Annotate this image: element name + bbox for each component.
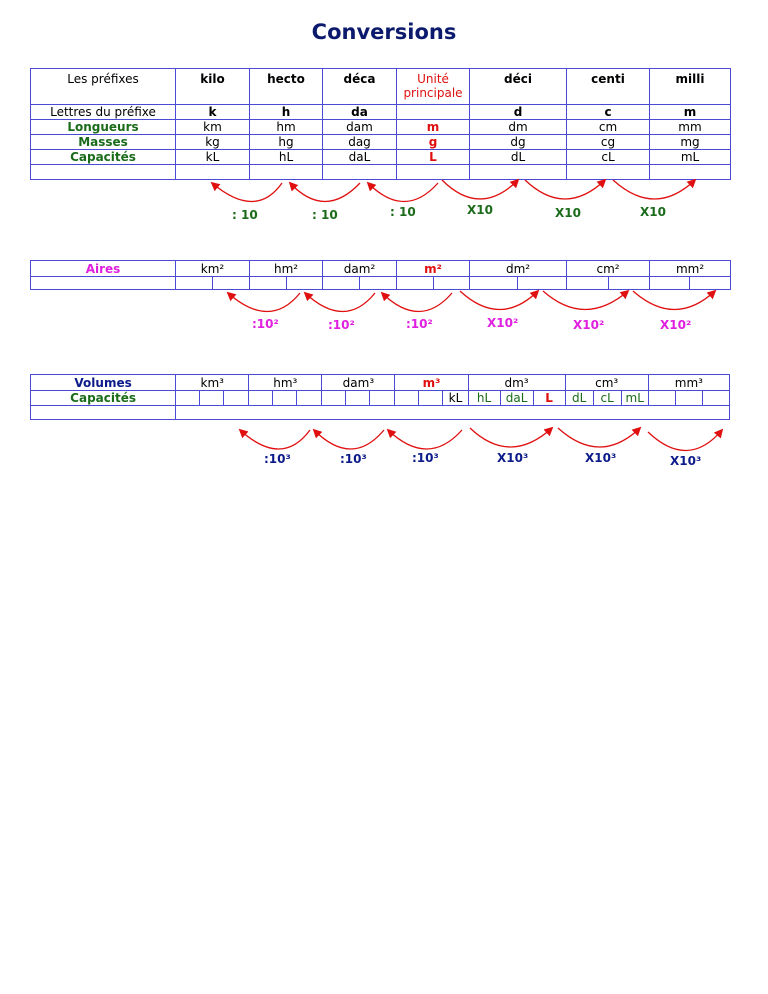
letter-d: d [470, 105, 567, 120]
row-label-longueurs: Longueurs [31, 120, 176, 135]
empty-cell [213, 277, 250, 290]
divide-label: : 10 [390, 205, 416, 219]
empty-cell [675, 391, 702, 406]
arrow-multiply [470, 428, 552, 447]
header-milli: milli [650, 69, 731, 105]
divide-label: :10² [328, 318, 355, 332]
empty-cell [31, 165, 176, 180]
empty-cell [31, 277, 176, 290]
empty-cell [273, 391, 297, 406]
volume-unit: mm³ [648, 375, 729, 391]
multiply-label: X10³ [497, 451, 529, 465]
arrow-multiply [442, 180, 518, 199]
cell: km [176, 120, 250, 135]
empty-cell [648, 391, 675, 406]
empty-cell [395, 391, 419, 406]
arrow-multiply [543, 291, 628, 310]
cell: cg [567, 135, 650, 150]
empty-row [31, 165, 731, 180]
header-unite-principale: Unité principale [397, 69, 470, 105]
arrow-multiply [525, 180, 605, 199]
empty-cell [419, 391, 443, 406]
cell: cL [567, 150, 650, 165]
cell: hg [250, 135, 323, 150]
empty-cell [702, 391, 729, 406]
empty-cell [470, 165, 567, 180]
aires-unit: mm² [650, 261, 731, 277]
multiply-label: X10² [573, 318, 605, 332]
volumes-row [31, 375, 730, 391]
multiply-label: X10² [487, 316, 519, 330]
empty-cell [287, 277, 323, 290]
arrow-multiply [460, 291, 538, 310]
row-label-masses: Masses [31, 135, 176, 150]
cell: dag [323, 135, 397, 150]
divide-label: :10³ [340, 452, 367, 466]
empty-cell [297, 391, 322, 406]
empty-cell [31, 406, 176, 420]
empty-cell [250, 165, 323, 180]
multiply-label: X10 [555, 206, 581, 220]
volume-unit-main: m³ [395, 375, 468, 391]
letter-k: k [176, 105, 250, 120]
capacites-row [31, 150, 731, 165]
header-deca: déca [323, 69, 397, 105]
divide-label: :10² [252, 317, 279, 331]
cell: mm [650, 120, 731, 135]
empty-cell [176, 406, 730, 420]
empty-cell [370, 391, 395, 406]
volumes-table [30, 374, 730, 420]
aires-unit: km² [176, 261, 250, 277]
cell-main-unit: L [397, 150, 470, 165]
empty-cell [434, 277, 470, 290]
prefix-table [30, 68, 731, 180]
capacity-hL: hL [468, 391, 500, 406]
multiply-label: X10² [660, 318, 692, 332]
volume-unit: cm³ [565, 375, 648, 391]
capacity-cL: cL [593, 391, 621, 406]
empty-cell [470, 277, 518, 290]
volume-unit: dam³ [322, 375, 395, 391]
multiply-label: X10³ [585, 451, 617, 465]
empty-cell [609, 277, 650, 290]
header-kilo: kilo [176, 69, 250, 105]
letter-empty [397, 105, 470, 120]
empty-cell [397, 277, 434, 290]
aires-unit: dm² [470, 261, 567, 277]
arrow-multiply [633, 291, 715, 310]
header-centi: centi [567, 69, 650, 105]
capacity-dL: dL [565, 391, 593, 406]
empty-cell [567, 277, 609, 290]
arrow-divide [228, 293, 300, 312]
divide-label: : 10 [232, 208, 258, 222]
capacity-L: L [533, 391, 565, 406]
empty-cell [567, 165, 650, 180]
arrow-divide [368, 183, 438, 202]
arrow-divide [212, 183, 282, 202]
cell: kL [176, 150, 250, 165]
arrow-divide [240, 430, 310, 449]
cell: daL [323, 150, 397, 165]
capacity-mL: mL [621, 391, 648, 406]
multiply-label: X10 [640, 205, 666, 219]
aires-subrow [31, 277, 731, 290]
cell: cm [567, 120, 650, 135]
arrow-multiply [558, 428, 640, 447]
divide-label: :10³ [264, 452, 291, 466]
cell: mg [650, 135, 731, 150]
empty-cell [650, 165, 731, 180]
empty-cell [518, 277, 567, 290]
empty-cell [397, 165, 470, 180]
header-hecto: hecto [250, 69, 323, 105]
cell: dam [323, 120, 397, 135]
prefix-header-row [31, 69, 731, 105]
cell: dm [470, 120, 567, 135]
volume-unit: km³ [176, 375, 249, 391]
empty-cell [200, 391, 224, 406]
letter-m: m [650, 105, 731, 120]
arrow-multiply [613, 180, 695, 199]
capacity-daL: daL [500, 391, 533, 406]
letter-h: h [250, 105, 323, 120]
arrow-divide [314, 430, 384, 449]
empty-cell [323, 277, 360, 290]
arrow-divide [290, 183, 360, 202]
cell: dg [470, 135, 567, 150]
masses-row [31, 135, 731, 150]
cell: dL [470, 150, 567, 165]
letter-c: c [567, 105, 650, 120]
divide-label: : 10 [312, 208, 338, 222]
aires-unit-main: m² [397, 261, 470, 277]
longueurs-row [31, 120, 731, 135]
aires-row [31, 261, 731, 277]
header-les-prefixes: Les préfixes [31, 69, 176, 105]
empty-cell [690, 277, 731, 290]
cell: hL [250, 150, 323, 165]
empty-cell [176, 391, 200, 406]
empty-cell [224, 391, 249, 406]
arrow-divide [388, 430, 462, 449]
volumes-capacity-row [31, 391, 730, 406]
divide-label: :10² [406, 317, 433, 331]
aires-table [30, 260, 731, 290]
empty-cell [322, 391, 346, 406]
aires-unit: cm² [567, 261, 650, 277]
empty-cell [323, 165, 397, 180]
arrow-multiply [648, 430, 722, 451]
page-title: Conversions [311, 20, 457, 44]
letter-da: da [323, 105, 397, 120]
volumes-label: Volumes [31, 375, 176, 391]
letters-label: Lettres du préfixe [31, 105, 176, 120]
header-deci: déci [470, 69, 567, 105]
letters-row [31, 105, 731, 120]
empty-cell [176, 277, 213, 290]
volume-unit: hm³ [249, 375, 322, 391]
divide-label: :10³ [412, 451, 439, 465]
empty-cell [249, 391, 273, 406]
row-label-capacites: Capacités [31, 150, 176, 165]
volumes-capacites-label: Capacités [31, 391, 176, 406]
empty-cell [176, 165, 250, 180]
empty-cell [250, 277, 287, 290]
cell: kg [176, 135, 250, 150]
empty-cell [346, 391, 370, 406]
capacity-kL: kL [443, 391, 468, 406]
volume-unit: dm³ [468, 375, 565, 391]
multiply-label: X10³ [670, 454, 702, 468]
cell-main-unit: g [397, 135, 470, 150]
volumes-empty-row [31, 406, 730, 420]
arrow-divide [382, 293, 452, 312]
aires-unit: dam² [323, 261, 397, 277]
arrow-divide [305, 293, 375, 312]
cell: mL [650, 150, 731, 165]
empty-cell [650, 277, 690, 290]
aires-label: Aires [31, 261, 176, 277]
cell-main-unit: m [397, 120, 470, 135]
multiply-label: X10 [467, 203, 493, 217]
cell: hm [250, 120, 323, 135]
empty-cell [360, 277, 397, 290]
aires-unit: hm² [250, 261, 323, 277]
